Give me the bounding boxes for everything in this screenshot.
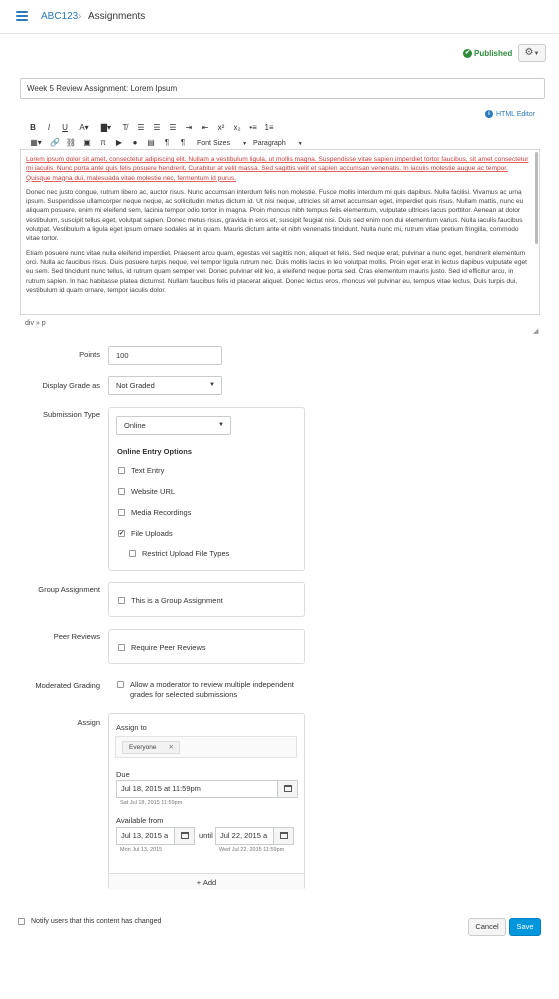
moderated-grading-line-1: Allow a moderator to review multiple independent: [130, 680, 294, 689]
rtl-icon[interactable]: ¶: [180, 138, 186, 147]
notify-users-label: Notify users that this content has changed: [31, 918, 162, 925]
available-from-input[interactable]: [116, 827, 195, 845]
group-assignment-checkbox[interactable]: [118, 596, 223, 605]
font-sizes-select[interactable]: [197, 140, 247, 147]
align-center-icon[interactable]: ☰: [153, 123, 161, 132]
until-label: until: [199, 831, 213, 840]
text-entry-checkbox[interactable]: [118, 466, 164, 475]
media-icon[interactable]: ▶: [115, 138, 123, 147]
media-recordings-label: Media Recordings: [131, 508, 192, 517]
info-icon: i: [485, 110, 493, 118]
restrict-file-types-checkbox[interactable]: [129, 549, 229, 558]
embed-icon[interactable]: ●: [132, 138, 138, 147]
checkbox-icon: [118, 644, 125, 651]
submission-type-select[interactable]: [116, 416, 231, 435]
display-grade-value: Not Graded: [116, 381, 155, 390]
checkbox-icon: [117, 681, 124, 688]
moderated-grading-checkbox[interactable]: [117, 680, 294, 700]
online-entry-options-heading: Online Entry Options: [117, 447, 193, 456]
assignee-token-label: Everyone: [129, 744, 157, 751]
calendar-icon[interactable]: [277, 781, 297, 797]
available-from-value: Jul 13, 2015 a: [121, 831, 169, 840]
paragraph-select[interactable]: [253, 140, 303, 147]
editor-toolbar-row-2: [25, 137, 303, 149]
html-editor-label: HTML Editor: [496, 110, 536, 118]
checkbox-icon: [129, 550, 136, 557]
superscript-icon[interactable]: x²: [217, 123, 225, 132]
calendar-icon[interactable]: [273, 828, 293, 844]
caret-down-icon: ▼: [209, 382, 215, 388]
document-icon[interactable]: ▤: [147, 138, 155, 147]
unlink-icon[interactable]: ⛓: [65, 138, 77, 147]
submission-type-label: Submission Type: [43, 410, 100, 419]
caret-down-icon: ▼: [297, 140, 303, 147]
moderated-grading-text: [130, 680, 294, 700]
checkbox-icon: [118, 509, 125, 516]
published-label: Published: [474, 49, 513, 58]
html-editor-link[interactable]: [485, 110, 535, 118]
display-grade-select[interactable]: [108, 376, 222, 395]
math-icon[interactable]: π: [100, 138, 106, 147]
save-button[interactable]: Save: [509, 918, 541, 936]
paragraph-mark-icon[interactable]: ¶: [164, 138, 170, 147]
paragraph-label: Paragraph: [253, 139, 286, 147]
caret-down-icon: ▼: [242, 140, 248, 147]
peer-reviews-checkbox-label: Require Peer Reviews: [131, 643, 206, 652]
until-value: Jul 22, 2015 a: [220, 831, 268, 840]
checkbox-icon: [118, 488, 125, 495]
assignee-token: [122, 741, 180, 754]
outdent-icon[interactable]: ⇤: [201, 123, 209, 132]
indent-icon[interactable]: ⇥: [185, 123, 193, 132]
file-uploads-label: File Uploads: [131, 529, 173, 538]
points-input[interactable]: 100: [108, 346, 222, 365]
hamburger-menu-icon[interactable]: [16, 11, 28, 21]
assign-to-label: Assign to: [116, 723, 147, 732]
group-assignment-box: [108, 582, 305, 617]
due-label: Due: [116, 770, 130, 779]
checkbox-icon: [118, 597, 125, 604]
until-input[interactable]: [215, 827, 294, 845]
image-icon[interactable]: ▣: [83, 138, 91, 147]
caret-down-icon: ▼: [218, 422, 224, 428]
submission-type-value: Online: [124, 421, 146, 430]
published-status[interactable]: [463, 49, 512, 58]
checkbox-icon: [18, 918, 25, 925]
clear-formatting-icon[interactable]: T̸: [122, 123, 128, 132]
calendar-icon[interactable]: [174, 828, 194, 844]
assign-box: [108, 713, 305, 890]
peer-reviews-checkbox[interactable]: [118, 643, 206, 652]
breadcrumb-course-link[interactable]: ABC123: [41, 11, 79, 22]
checkbox-checked-icon: [118, 530, 125, 537]
check-circle-icon: ✔: [464, 50, 471, 57]
assignment-title-input[interactable]: [20, 78, 545, 99]
peer-reviews-box: [108, 629, 305, 664]
table-icon[interactable]: ▦▾: [30, 138, 42, 147]
settings-menu-button[interactable]: [518, 44, 546, 62]
background-color-icon[interactable]: ▇▾: [100, 123, 112, 132]
bullet-list-icon[interactable]: •≡: [249, 123, 257, 132]
moderated-grading-line-2: grades for selected submissions: [130, 690, 238, 699]
add-assignment-button[interactable]: + Add: [109, 873, 304, 890]
top-bar: [0, 0, 559, 34]
until-hint: Wed Jul 22, 2015 11:59pm: [219, 847, 285, 853]
font-sizes-label: Font Sizes: [197, 139, 231, 147]
due-date-hint: Sat Jul 18, 2015 11:59pm: [120, 800, 183, 806]
underline-icon[interactable]: U: [62, 123, 68, 132]
text-color-icon[interactable]: A▾: [79, 123, 89, 132]
media-recordings-checkbox[interactable]: [118, 508, 191, 517]
subscript-icon[interactable]: x₂: [233, 123, 241, 132]
gear-icon: ⚙: [524, 47, 534, 58]
notify-users-checkbox[interactable]: [18, 918, 161, 925]
due-date-input[interactable]: [116, 780, 298, 798]
restrict-file-types-label: Restrict Upload File Types: [142, 549, 230, 558]
close-icon[interactable]: ✕: [168, 744, 174, 751]
assign-label: Assign: [77, 718, 100, 727]
group-assignment-checkbox-label: This is a Group Assignment: [131, 596, 223, 605]
display-grade-label: Display Grade as: [42, 381, 100, 390]
breadcrumb-separator: ›: [78, 11, 82, 22]
group-assignment-label: Group Assignment: [38, 585, 100, 594]
italic-icon[interactable]: I: [47, 123, 51, 132]
breadcrumb-page: Assignments: [88, 11, 146, 22]
text-entry-label: Text Entry: [131, 466, 165, 475]
points-label: Points: [79, 350, 100, 359]
editor-element-path: div » p: [25, 320, 46, 327]
submission-type-box: [108, 407, 305, 571]
editor-toolbar-row-1: [25, 122, 277, 134]
align-right-icon[interactable]: ☰: [169, 123, 177, 132]
file-uploads-checkbox[interactable]: [118, 529, 173, 538]
cancel-button[interactable]: Cancel: [468, 918, 506, 936]
editor-paragraph: Etiam posuere nunc vitae nulla eleifend imperdiet. Praesent arcu quam, egestas vel sagittis non, aliquet et felis. Sed neque erat, pulvinar a nunc eget, hendrerit elementum orci. Nulla ac faucibus risus. Duis posuere turpis neque, vel tempor ligula rutrum nec. Duis mollis lacus in leo volutpat mollis. Proin eget erat in lectus dapibus vulputate eget eu sem. Sed tincidunt nunc tellus, id rutrum quam semper vel. Donec pulvinar elit leo, a eleifend neque porta sed. Cras elementum mauris justo. Sed id efficitur arcu, in rutrum sapien. In hac habitasse platea dictumst. Nullam faucibus felis id placerat aliquet. Donec lectus eros, rhoncus vel pulvinar eu, tempus vitae lectus. Duis turpis dui, vestibulum id quam ornare, tempor iaculis dolor.: [26, 249, 528, 294]
due-date-value: Jul 18, 2015 at 11:59pm: [121, 784, 201, 793]
website-url-checkbox[interactable]: [118, 487, 175, 496]
editor-paragraph: Donec nec justo congue, rutrum libero ac, auctor risus. Nunc accumsan interdum felis non molestie. Fusce mollis interdum mi quis dapibus. Nulla facilisi. Vivamus ac urna ipsum. Suspendisse ullamcorper neque neque, ac sollicitudin metus dictum id. Ut nisi neque, ultricies sit amet accumsan eget, imperdiet quis risus. Nullam mattis, nunc eu aliquam posuere, enim mi eleifend sem, lacinia tempor odio tortor in magna. Proin rhoncus nibh tempus felis elementum, vulputate ultrices lacus porttitor. Aenean at dolor vestibulum, suscipit tellus eget, volutpat sapien. Donec metus risus, gravida in eros et, suscipit feugiat nisi. Duis sed enim non dui elementum varius. Nulla iaculis faucibus volutpat. Vestibulum a ligula eget ipsum ornare sodales at in quam. Mauris dictum ante et nibh venenatis tincidunt. Nulla nunc mi, rutrum vitae pretium fringilla, commodo vitae tortor.: [26, 188, 524, 243]
link-icon[interactable]: 🔗: [50, 138, 60, 147]
resize-handle-icon[interactable]: ◢: [533, 328, 539, 335]
assign-to-input[interactable]: [115, 736, 297, 758]
caret-down-icon: ▼: [533, 51, 540, 57]
align-left-icon[interactable]: ☰: [137, 123, 145, 132]
available-from-label: Available from: [116, 816, 164, 825]
website-url-label: Website URL: [131, 487, 176, 496]
editor-scrollbar[interactable]: [535, 152, 538, 244]
checkbox-icon: [118, 467, 125, 474]
bold-icon[interactable]: B: [30, 123, 36, 132]
available-from-hint: Mon Jul 13, 2015: [120, 847, 163, 853]
moderated-grading-label: Moderated Grading: [35, 681, 100, 690]
numbered-list-icon[interactable]: 1≡: [264, 123, 274, 132]
editor-paragraph: Lorem ipsum dolor sit amet, consectetur adipiscing elit. Nullam a vestibulum ligula, ut mollis magna. Suspendisse vitae sapien imperdiet tortor faucibus, sit amet consectetur mi iaculis. Nunc porta ante quis felis posuere hendrerit. Curabitur at velit massa. Sed sagittis velit et sapien accumsan venenatis. In iaculis molestie augue ac tempor. Quisque magna dui, malesuada vitae molestie nec, fermentum id purus.: [26, 156, 529, 182]
rich-text-editor[interactable]: [20, 149, 540, 315]
peer-reviews-label: Peer Reviews: [53, 632, 100, 641]
